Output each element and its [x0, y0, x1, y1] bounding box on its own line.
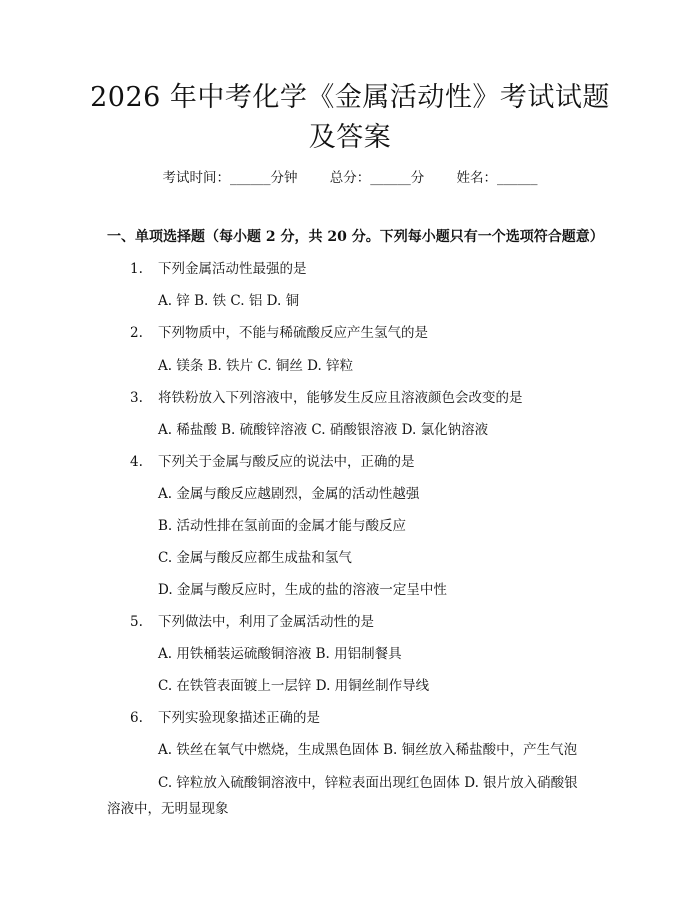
question-text: 下列物质中，不能与稀硫酸反应产生氢气的是 — [158, 325, 428, 341]
exam-time-label: 考试时间：______分钟 — [162, 170, 298, 186]
question-number: 4. — [130, 454, 143, 470]
exam-meta-line — [0, 168, 700, 188]
question-number: 1. — [130, 261, 143, 277]
question-option: A. 锌 B. 铁 C. 铝 D. 铜 — [158, 293, 300, 309]
question-text: 下列关于金属与酸反应的说法中，正确的是 — [158, 454, 415, 470]
question-option: C. 锌粒放入硫酸铜溶液中，锌粒表面出现红色固体 D. 银片放入硝酸银 — [158, 775, 578, 791]
question-option: C. 金属与酸反应都生成盐和氢气 — [158, 550, 352, 566]
student-name-label: 姓名：______ — [456, 170, 538, 186]
question-option: B. 活动性排在氢前面的金属才能与酸反应 — [158, 518, 407, 534]
question-option: D. 金属与酸反应时，生成的盐的溶液一定呈中性 — [158, 582, 447, 598]
question-number: 5. — [130, 614, 143, 630]
question-option: C. 在铁管表面镀上一层锌 D. 用铜丝制作导线 — [158, 678, 430, 694]
question-option: A. 金属与酸反应越剧烈，金属的活动性越强 — [158, 486, 420, 502]
question-text: 下列金属活动性最强的是 — [158, 261, 307, 277]
question-number: 2. — [130, 325, 143, 341]
question-option: A. 铁丝在氧气中燃烧，生成黑色固体 B. 铜丝放入稀盐酸中，产生气泡 — [158, 742, 578, 758]
question-option: A. 稀盐酸 B. 硫酸锌溶液 C. 硝酸银溶液 D. 氯化钠溶液 — [158, 422, 489, 438]
question-option-continuation: 溶液中，无明显现象 — [107, 801, 229, 817]
total-score-label: 总分：______分 — [329, 170, 425, 186]
question-text: 下列实验现象描述正确的是 — [158, 710, 320, 726]
question-number: 6. — [130, 710, 143, 726]
question-option: A. 用铁桶装运硫酸铜溶液 B. 用铝制餐具 — [158, 646, 402, 662]
question-text: 下列做法中，利用了金属活动性的是 — [158, 614, 374, 630]
section-heading: 一、单项选择题（每小题 2 分，共 20 分。下列每小题只有一个选项符合题意） — [107, 229, 604, 245]
question-number: 3. — [130, 390, 143, 406]
question-text: 将铁粉放入下列溶液中，能够发生反应且溶液颜色会改变的是 — [158, 390, 523, 406]
question-option: A. 镁条 B. 铁片 C. 铜丝 D. 锌粒 — [158, 358, 354, 374]
document-title: 2026 年中考化学《金属活动性》考试试题及答案 — [90, 82, 610, 153]
